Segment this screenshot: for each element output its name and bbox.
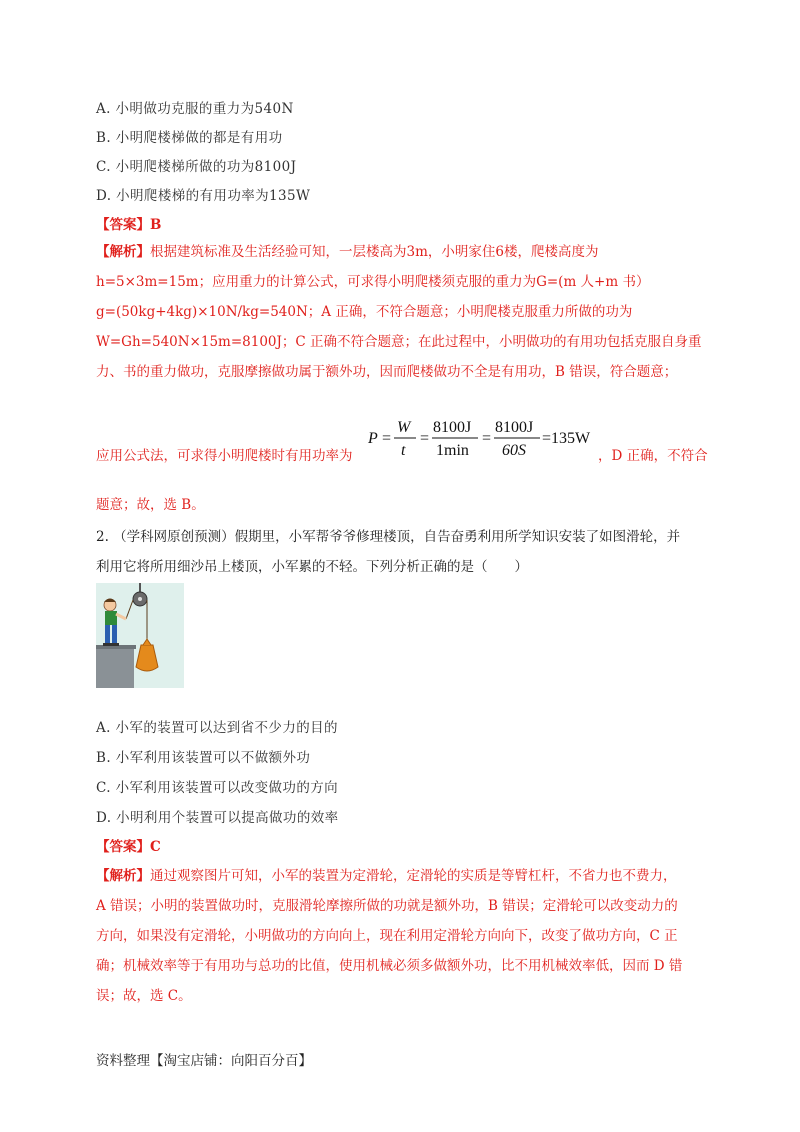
formula-result: =135W	[542, 430, 591, 447]
footer-source: 资料整理【淘宝店铺：向阳百分百】	[96, 1053, 312, 1069]
formula-den1: 1min	[436, 442, 469, 459]
formula-w: W	[397, 419, 411, 436]
analysis-line: 力、书的重力做功，克服摩擦做功属于额外功，因而爬楼做功不全是有用功，B 错误，符合题意；	[96, 364, 678, 380]
q1-formula-tail: ，D 正确，不符合	[598, 448, 708, 464]
stem-line: 利用它将所用细沙吊上楼顶，小军累的不轻。下列分析正确的是（ ）	[96, 559, 528, 575]
analysis-tag: 【解析】	[96, 244, 150, 260]
analysis-line: 方向，如果没有定滑轮，小明做功的方向向上，现在利用定滑轮方向向下，改变了做功方向，C 正	[96, 928, 678, 944]
formula-p: P	[368, 430, 378, 447]
formula-eq2: =	[420, 430, 430, 447]
analysis-line: 【解析】通过观察图片可知，小军的装置为定滑轮，定滑轮的实质是等臂杠杆，不省力也不费力，	[96, 868, 677, 884]
analysis-line: h=5×3m=15m；应用重力的计算公式，可求得小明爬楼须克服的重力为G=(m 人+m 书）	[96, 274, 650, 290]
stem-line: 2. （学科网原创预测）假期里，小军帮爷爷修理楼顶，自告奋勇利用所学知识安装了如图滑轮，并	[96, 529, 681, 545]
q2-option-c: C. 小军利用该装置可以改变做功的方向	[96, 780, 339, 796]
q1-option-b: B. 小明爬楼梯做的都是有用功	[96, 130, 283, 146]
q1-analysis	[96, 237, 708, 387]
answer-value: C	[150, 839, 161, 855]
q1-option-a: A. 小明做功克服的重力为540N	[96, 101, 294, 117]
formula-eq3: =	[482, 430, 492, 447]
q2-option-d: D. 小明利用个装置可以提高做功的效率	[96, 810, 339, 826]
q2-option-b: B. 小军利用该装置可以不做额外功	[96, 750, 311, 766]
analysis-tag: 【解析】	[96, 868, 150, 884]
analysis-line: A 错误；小明的装置做功时，克服滑轮摩擦所做的功就是额外功，B 错误；定滑轮可以改变动力的	[96, 898, 678, 914]
q2-analysis	[96, 861, 708, 1011]
q1-answer	[96, 216, 161, 234]
analysis-line: W=Gh=540N×15m=8100J；C 正确不符合题意；在此过程中，小明做功的有用功包括克服自身重	[96, 334, 702, 350]
answer-tag: 【答案】	[96, 217, 150, 233]
formula-num1: 8100J	[433, 419, 472, 436]
answer-value: B	[150, 217, 162, 233]
pulley-illustration	[96, 583, 184, 688]
q1-formula-lead: 应用公式法，可求得小明爬楼时有用功率为	[96, 448, 353, 464]
analysis-line: 【解析】根据建筑标准及生活经验可知，一层楼高为3m，小明家住6楼，爬楼高度为	[96, 244, 599, 260]
formula-num2: 8100J	[495, 419, 534, 436]
formula-t: t	[401, 442, 406, 459]
q2-stem	[96, 522, 708, 582]
answer-tag: 【答案】	[96, 839, 150, 855]
q1-option-d: D. 小明爬楼梯的有用功率为135W	[96, 188, 311, 204]
analysis-line: 确；机械效率等于有用功与总功的比值，使用机械必须多做额外功，比不用机械效率低，因而 D 错	[96, 958, 683, 974]
analysis-line: g=(50kg+4kg)×10N/kg=540N；A 正确，不符合题意；小明爬楼克服重力所做的功为	[96, 304, 633, 320]
q2-answer	[96, 838, 161, 856]
power-formula	[366, 414, 606, 460]
formula-den2: 60S	[502, 442, 526, 459]
analysis-line: 误；故，选 C。	[96, 988, 192, 1004]
q2-option-a: A. 小军的装置可以达到省不少力的目的	[96, 720, 338, 736]
q1-option-c: C. 小明爬楼梯所做的功为8100J	[96, 159, 297, 175]
q1-conclusion: 题意；故，选 B。	[96, 497, 205, 513]
formula-eq: =	[382, 430, 392, 447]
